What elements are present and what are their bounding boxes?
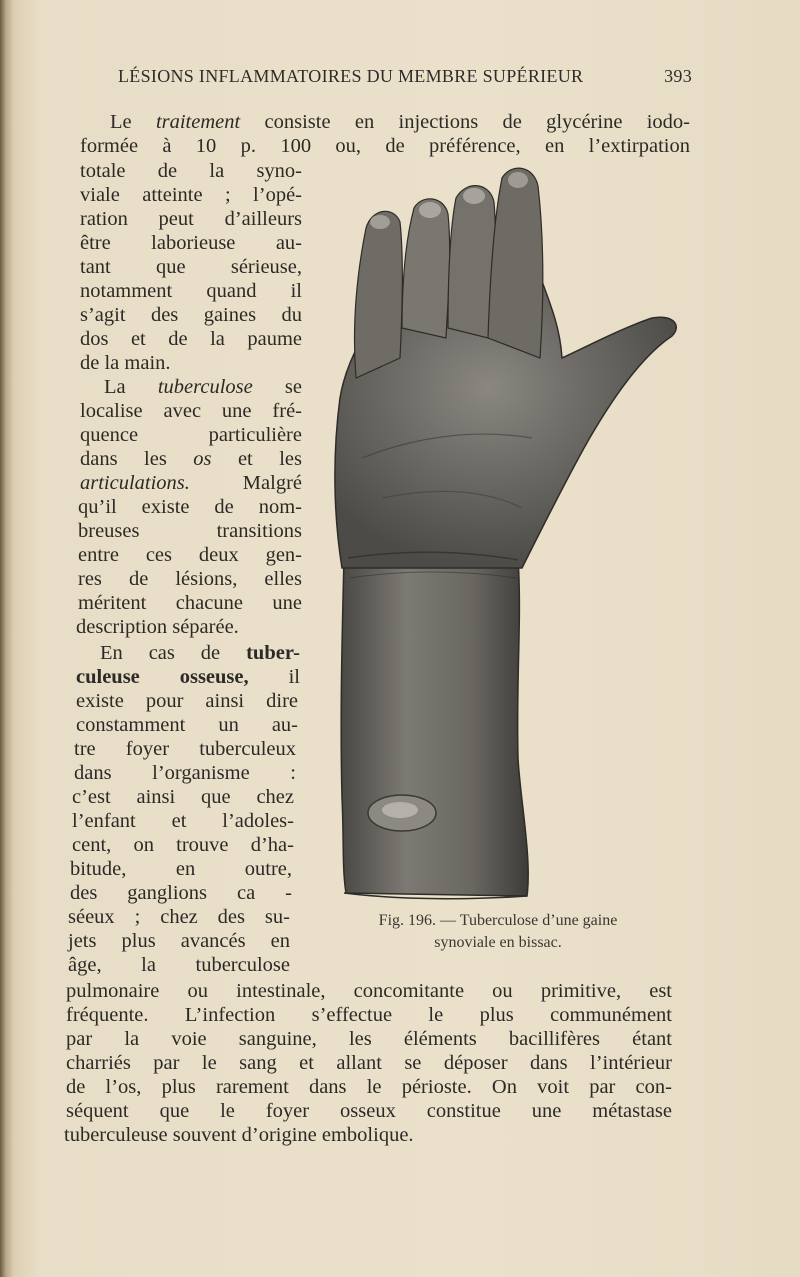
paragraph-line (100, 642, 300, 665)
text-run: il (248, 666, 300, 688)
text-run: et les (211, 448, 302, 470)
page-number: 393 (664, 66, 692, 86)
paragraph-line: ration peut d’ailleurs (80, 208, 302, 230)
paragraph-line: qu’il existe de nom- (78, 496, 302, 518)
text-run: dans les (80, 448, 194, 470)
paragraph-line: tre foyer tuberculeux (74, 738, 296, 760)
paragraph-line: tuberculeuse souvent d’origine embolique. (64, 1124, 414, 1146)
paragraph-line: jets plus avancés en (68, 930, 290, 952)
paragraph-line: existe pour ainsi dire (76, 690, 298, 712)
paragraph-line (80, 472, 302, 495)
paragraph-line: cent, on trouve d’ha- (72, 834, 294, 856)
paragraph-line: charriés par le sang et allant se déposer dans l’intérieur (66, 1052, 672, 1074)
paragraph-line: totale de la syno- (80, 160, 302, 182)
paragraph-line: entre ces deux gen- (78, 544, 302, 566)
paragraph-line: pulmonaire ou intestinale, concomitante ou primitive, est (66, 980, 672, 1002)
paragraph-line (80, 448, 302, 471)
paragraph-line (104, 376, 302, 399)
paragraph-line: âge, la tuberculose (68, 954, 290, 976)
paragraph-line (76, 666, 300, 689)
paragraph-line: séquent que le foyer osseux constitue une métastase (66, 1100, 672, 1122)
paragraph-line: par la voie sanguine, les éléments bacillifères étant (66, 1028, 672, 1050)
paragraph-line: dans l’organisme : (74, 762, 296, 784)
paragraph-line: séeux ; chez des su- (68, 906, 290, 928)
paragraph-line: notamment quand il (80, 280, 302, 302)
paragraph-line: s’agit des gaines du (80, 304, 302, 326)
paragraph-line: formée à 10 p. 100 ou, de préférence, en l’extirpation (80, 135, 690, 157)
paragraph-line: breuses transitions (78, 520, 302, 542)
paragraph-line: des ganglions ca - (70, 882, 292, 904)
text-run: se (252, 376, 302, 398)
caption-line: synoviale en bissac. (434, 934, 562, 951)
hand-engraving (322, 158, 692, 906)
caption-line: Fig. 196. — Tuberculose d’une gaine (378, 912, 618, 929)
text-run: En cas de (100, 642, 247, 664)
figure-caption (322, 910, 674, 954)
italic-term: traitement (155, 111, 241, 133)
text-run: consiste en injections de glycérine iodo- (240, 111, 690, 133)
paragraph-line: c’est ainsi que chez (72, 786, 294, 808)
paragraph-line: fréquente. L’infection s’effectue le plus communément (66, 1004, 672, 1026)
paragraph-line (110, 111, 690, 134)
paragraph-line: de l’os, plus rarement dans le périoste. On voit par con- (66, 1076, 672, 1098)
paragraph-line: res de lésions, elles (78, 568, 302, 590)
paragraph-line: être laborieuse au- (80, 232, 302, 254)
paragraph-line: dos et de la paume (80, 328, 302, 350)
paragraph-line: quence particulière (80, 424, 302, 446)
text-run: Malgré (189, 472, 302, 494)
paragraph-line: méritent chacune une (78, 592, 302, 614)
paragraph-line: bitude, en outre, (70, 858, 292, 880)
paragraph-line: description séparée. (76, 616, 239, 638)
bold-term: tuber- (246, 642, 300, 664)
text-run: La (104, 376, 158, 398)
paragraph-line: constamment un au- (76, 714, 298, 736)
running-title: LÉSIONS INFLAMMATOIRES DU MEMBRE SUPÉRIEUR (118, 66, 584, 86)
paragraph-line: tant que sérieuse, (80, 256, 302, 278)
text-run: Le (110, 111, 156, 133)
italic-term: os (193, 448, 212, 470)
figure-hand-illustration (322, 158, 692, 906)
paragraph-line: de la main. (80, 352, 171, 374)
bold-term: culeuse osseuse, (76, 666, 249, 688)
italic-term: tuberculose (157, 376, 253, 398)
italic-term: articulations. (80, 472, 190, 494)
paragraph-line: l’enfant et l’adoles- (72, 810, 294, 832)
paragraph-line: localise avec une fré- (80, 400, 302, 422)
paragraph-line: viale atteinte ; l’opé- (80, 184, 302, 206)
